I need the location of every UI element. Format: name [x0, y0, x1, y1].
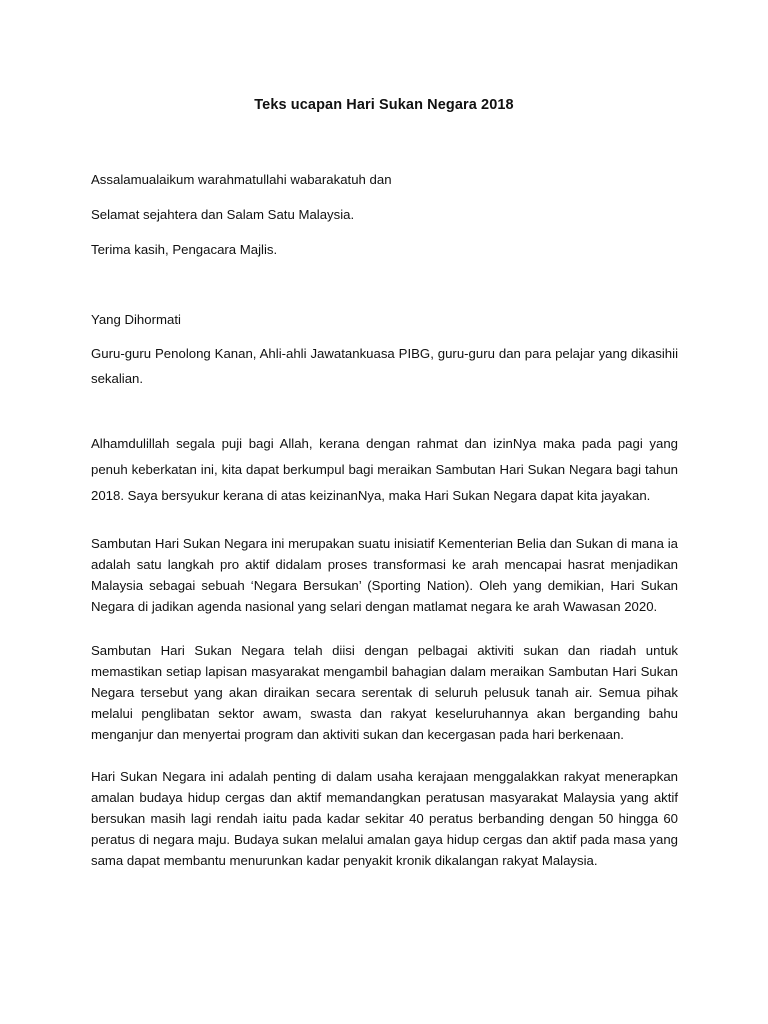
body-paragraph: Sambutan Hari Sukan Negara telah diisi dengan pelbagai aktiviti sukan dan riadah untuk memastikan setiap lapisan masyarakat mengambil bahagian dalam meraikan Sambutan Hari Sukan Negara tersebut yang akan diraikan secara serentak di seluruh pelusuk tanah air. Semua pihak melalui penglibatan sektor awam, swasta dan rakyat keseluruhannya akan berganding bahu menganjur dan menyertai program dan aktiviti sukan dan kecergasan pada hari berkenaan.: [91, 643, 678, 742]
greeting-line-2: Selamat sejahtera dan Salam Satu Malaysia.: [91, 207, 355, 222]
salutation-body: Guru-guru Penolong Kanan, Ahli-ahli Jawatankuasa PIBG, guru-guru dan para pelajar yang dikasihii sekalian.: [91, 346, 678, 386]
body-paragraph: Sambutan Hari Sukan Negara ini merupakan suatu inisiatif Kementerian Belia dan Sukan di mana ia adalah satu langkah pro aktif didalam proses transformasi ke arah mencapai hasrat menjadikan Malaysia sebagai sebuah ‘Negara Bersukan’ (Sporting Nation). Oleh yang demikian, Hari Sukan Negara di jadikan agenda nasional yang selari dengan matlamat negara ke arah Wawasan 2020.: [91, 536, 678, 614]
document-title: Teks ucapan Hari Sukan Negara 2018: [254, 97, 514, 113]
body-paragraph: Alhamdulillah segala puji bagi Allah, kerana dengan rahmat dan izinNya maka pada pagi yang penuh keberkatan ini, kita dapat berkumpul bagi meraikan Sambutan Hari Sukan Negara bagi tahun 2018. Saya bersyukur kerana di atas keizinanNya, maka Hari Sukan Negara dapat kita jayakan.: [91, 436, 678, 503]
salutation-heading: Yang Dihormati: [91, 312, 181, 327]
greeting-line-3: Terima kasih, Pengacara Majlis.: [91, 242, 278, 257]
body-paragraph: Hari Sukan Negara ini adalah penting di dalam usaha kerajaan menggalakkan rakyat menerapkan amalan budaya hidup cergas dan aktif memandangkan peratusan masyarakat Malaysia yang aktif bersukan masih lagi rendah iaitu pada kadar sekitar 40 peratus berbanding dengan 50 hingga 60 peratus di negara maju. Budaya sukan melalui amalan gaya hidup cergas dan aktif pada masa yang sama dapat membantu menurunkan kadar penyakit kronik dikalangan rakyat Malaysia.: [91, 769, 678, 868]
greeting-line-1: Assalamualaikum warahmatullahi wabarakatuh dan: [91, 172, 392, 187]
